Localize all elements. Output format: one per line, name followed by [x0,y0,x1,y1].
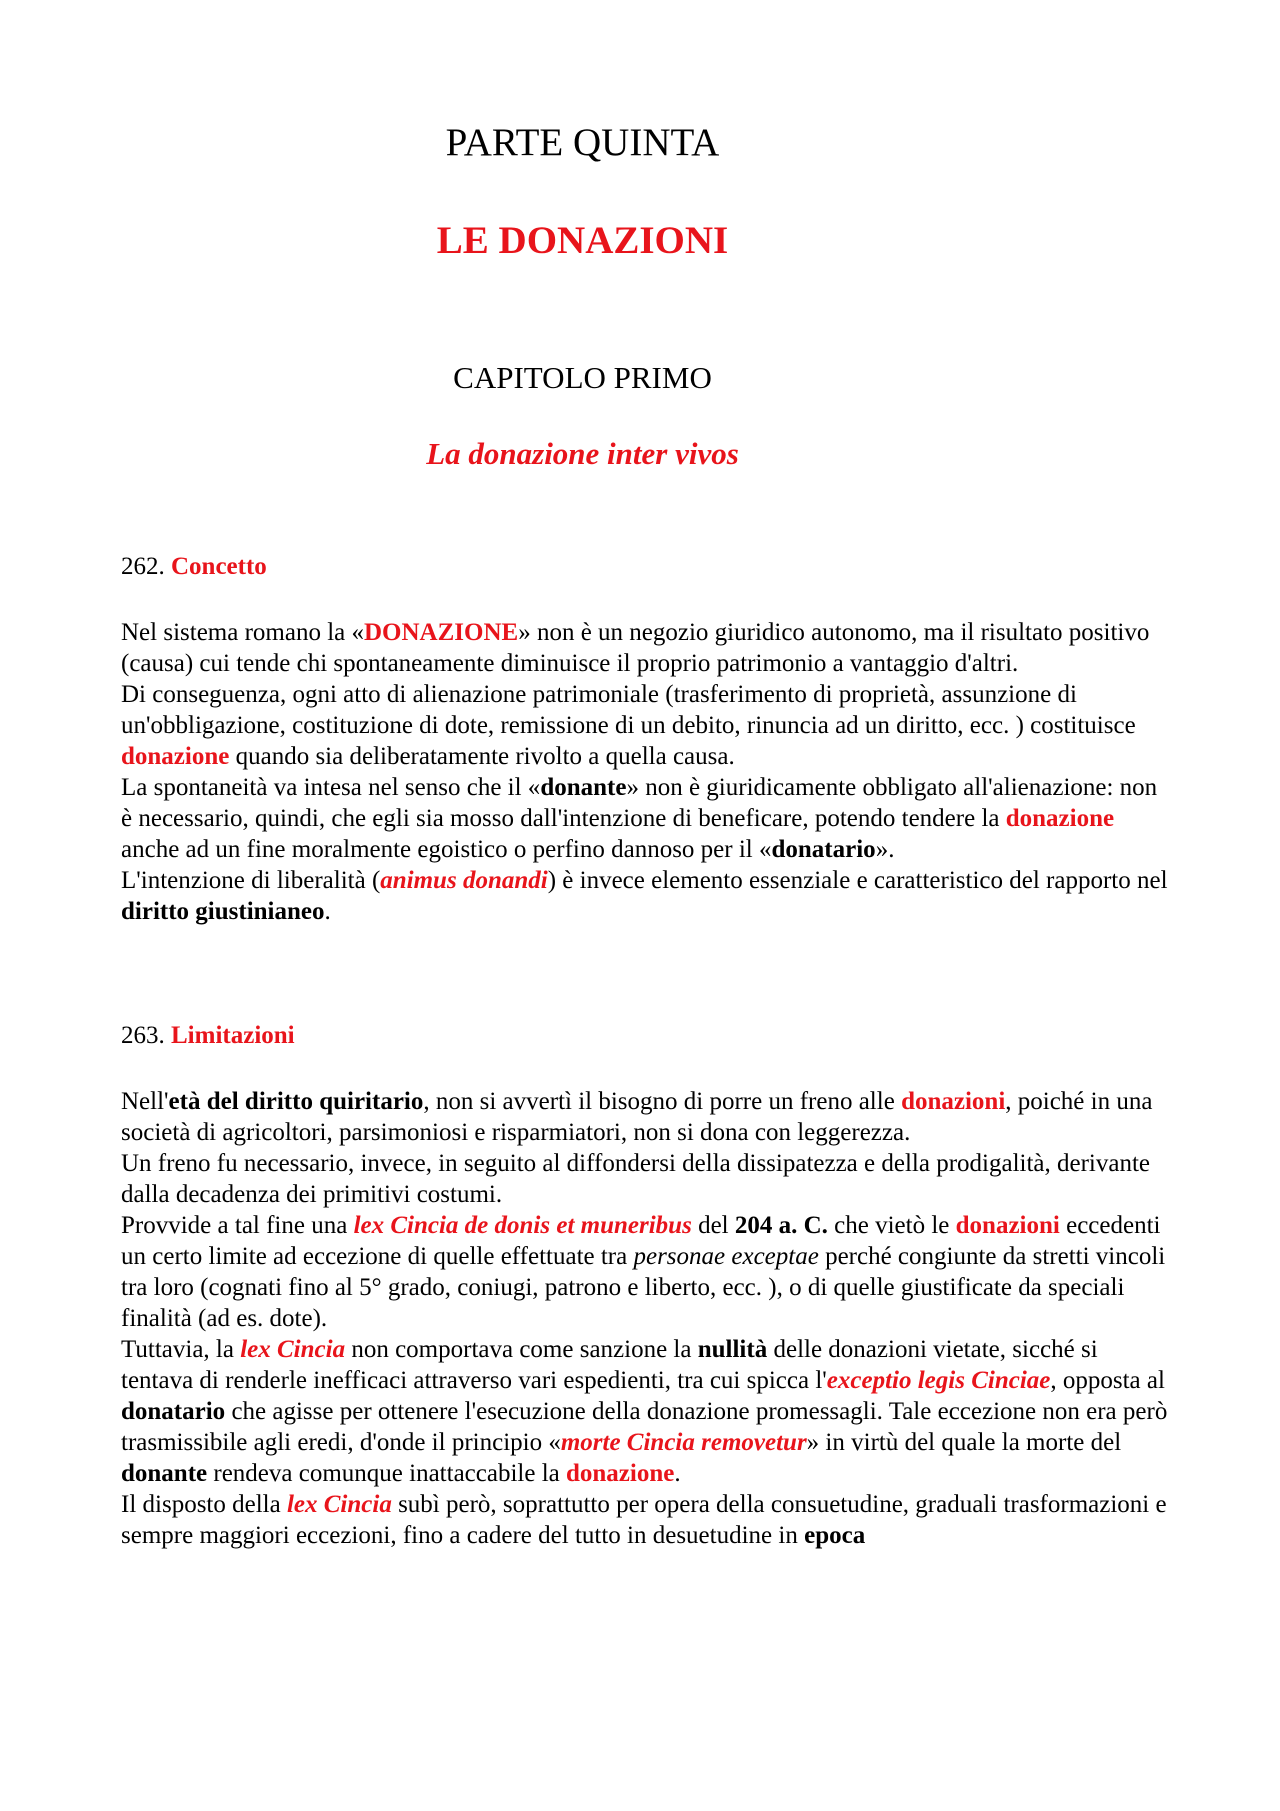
paragraph: Il disposto della lex Cincia subì però, soprattutto per opera della consuetudine, graduali trasformazioni e sempre maggiori eccezioni, fino a cadere del tutto in desuetudine in epoca [121,1491,1167,1549]
section-263-heading [121,1022,295,1050]
paragraph: Nell'età del diritto quiritario, non si avvertì il bisogno di porre un freno alle donazioni, poiché in una società di agricoltori, parsimoniosi e risparmiatori, non si dona con leggerezza. [121,1088,1153,1146]
section-number: 263. [121,1022,165,1049]
paragraph: La spontaneità va intesa nel senso che il «donante» non è giuridicamente obbligato all'alienazione: non è necessario, quindi, che egli sia mosso dall'intenzione di beneficare, potendo tendere la donazione anche ad un fine moralmente egoistico o perfino dannoso per il «donatario». [121,774,1158,863]
paragraph: Di conseguenza, ogni atto di alienazione patrimoniale (trasferimento di proprietà, assunzione di un'obbligazione, costituzione di dote, remissione di un debito, rinuncia ad un diritto, ecc. ) costituisce donazione quando sia deliberatamente rivolto a quella causa. [121,681,1136,770]
paragraph: Tuttavia, la lex Cincia non comportava come sanzione la nullità delle donazioni vietate, sicché si tentava di renderle inefficaci attraverso vari espedienti, tra cui spicca l'exceptio legis Cinciae, opposta al donatario che agisse per ottenere l'esecuzione della donazione promessagli. Tale eccezione non era però trasmissibile agli eredi, d'onde il principio «morte Cincia removetur» in virtù del quale la morte del donante rendeva comunque inattaccabile la donazione. [121,1336,1168,1487]
paragraph: L'intenzione di liberalità (animus donandi) è invece elemento essenziale e caratteristico del rapporto nel diritto giustinianeo. [121,867,1168,925]
section-title: Concetto [171,553,267,580]
paragraph: Un freno fu necessario, invece, in seguito al diffondersi della dissipatezza e della prodigalità, derivante dalla decadenza dei primitivi costumi. [121,1150,1151,1208]
part-title: PARTE QUINTA [445,121,720,164]
book-title: LE DONAZIONI [436,219,729,262]
section-263-body [121,1086,1171,1551]
paragraph: Provvide a tal fine una lex Cincia de donis et muneribus del 204 a. C. che vietò le donazioni eccedenti un certo limite ad eccezione di quelle effettuate tra personae exceptae perché congiunte da stretti vincoli tra loro (cognati fino al 5° grado, coniugi, patrono e liberto, ecc. ), o di quelle giustificate da speciali finalità (ad es. dote). [121,1212,1166,1332]
section-262-heading [121,553,267,581]
paragraph: Nel sistema romano la «DONAZIONE» non è un negozio giuridico autonomo, ma il risultato positivo (causa) cui tende chi spontaneamente diminuisce il proprio patrimonio a vantaggio d'altri. [121,619,1150,677]
section-number: 262. [121,553,165,580]
section-title: Limitazioni [171,1022,295,1049]
chapter-title: CAPITOLO PRIMO [453,360,712,395]
chapter-subtitle: La donazione inter vivos [426,436,739,471]
section-262-body [121,617,1171,927]
